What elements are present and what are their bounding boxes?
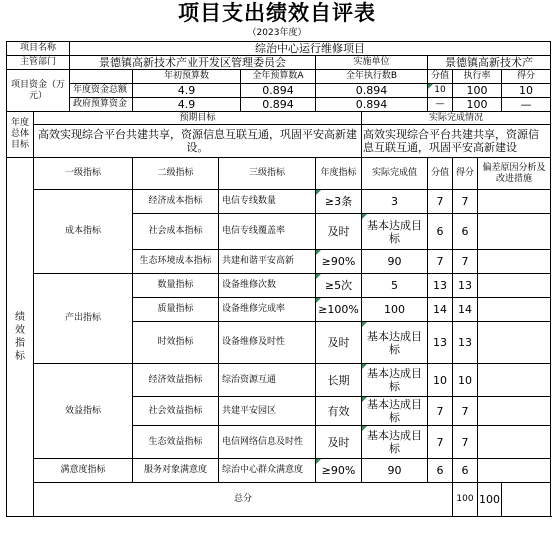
fund-row-name: 政府预算资金 — [70, 98, 133, 112]
perf-level1: 成本指标 — [34, 190, 133, 274]
perf-header-level3: 三级指标 — [219, 158, 316, 190]
fund-row-executed: 0.894 — [316, 84, 428, 98]
perf-deviation — [478, 364, 551, 397]
page-title: 项目支出绩效自评表 — [178, 0, 376, 25]
perf-level3: 设备维修完成率 — [219, 298, 316, 322]
perf-level3: 设备维修次数 — [219, 274, 316, 298]
perf-deviation — [478, 250, 551, 274]
fund-row-weight: 10 — [428, 84, 453, 98]
perf-score: 6 — [453, 214, 478, 250]
unit-value: 景德镇高新技术产 — [428, 56, 551, 70]
project-name-value: 综治中心运行维修项目 — [70, 42, 551, 56]
perf-actual: 基本达成目标 — [362, 322, 428, 364]
perf-deviation — [478, 322, 551, 364]
self-evaluation-table — [6, 41, 551, 517]
perf-level2: 质量指标 — [133, 298, 219, 322]
perf-score: 7 — [453, 397, 478, 426]
perf-level3: 共建和谐平安高新 — [219, 250, 316, 274]
perf-level2: 生态环境成本指标 — [133, 250, 219, 274]
fund-header-executed: 全年执行数B — [316, 70, 428, 84]
perf-score: 13 — [453, 322, 478, 364]
perf-level3: 电信专线数量 — [219, 190, 316, 214]
perf-level1: 满意度指标 — [34, 459, 133, 483]
fund-header-score: 得分 — [502, 70, 551, 84]
perf-section-label — [7, 158, 34, 517]
perf-row — [7, 190, 551, 214]
perf-header-target: 年度指标 — [316, 158, 362, 190]
fund-row-rate: 100 — [453, 98, 502, 112]
perf-level2: 数量指标 — [133, 274, 219, 298]
goal-label: 年度总体目标 — [7, 112, 34, 158]
perf-level3: 共建平安园区 — [219, 397, 316, 426]
goal-planned-header: 预期目标 — [34, 112, 362, 125]
total-label: 总分 — [34, 483, 453, 517]
perf-weight: 7 — [428, 190, 453, 214]
perf-actual: 基本达成目标 — [362, 426, 428, 459]
perf-deviation — [478, 426, 551, 459]
perf-actual: 基本达成目标 — [362, 397, 428, 426]
fund-row-name: 年度资金总额 — [70, 84, 133, 98]
perf-actual: 100 — [362, 298, 428, 322]
perf-level3: 电信网络信息及时性 — [219, 426, 316, 459]
fund-header-initial: 年初预算数 — [133, 70, 241, 84]
goal-planned-text: 高效实现综合平台共建共享，资源信息互联互通，巩固平安高新建设。 — [34, 125, 362, 158]
perf-row — [7, 274, 551, 298]
perf-header-weight: 分值 — [428, 158, 453, 190]
perf-level1: 产出指标 — [34, 274, 133, 364]
fund-label: 项目资金（万元） — [7, 70, 70, 112]
perf-deviation — [478, 397, 551, 426]
perf-level3: 设备维修及时性 — [219, 322, 316, 364]
perf-actual: 90 — [362, 250, 428, 274]
fund-row — [7, 98, 551, 112]
perf-score: 14 — [453, 298, 478, 322]
perf-target: 及时 — [316, 426, 362, 459]
perf-weight: 6 — [428, 459, 453, 483]
fund-header-blank — [70, 70, 133, 84]
perf-header-actual: 实际完成值 — [362, 158, 428, 190]
perf-target: ≥100% — [316, 298, 362, 322]
perf-header-level1: 一级指标 — [34, 158, 133, 190]
department-value: 景德镇高新技术产业开发区管理委员会 — [70, 56, 316, 70]
perf-actual: 90 — [362, 459, 428, 483]
perf-actual: 5 — [362, 274, 428, 298]
fund-row-rate: 100 — [453, 84, 502, 98]
perf-level1: 效益指标 — [34, 364, 133, 459]
fund-header-weight: 分值 — [428, 70, 453, 84]
total-weight: 100 — [453, 483, 478, 517]
fund-header-row — [7, 70, 551, 84]
perf-weight: 7 — [428, 250, 453, 274]
goal-actual-text: 高效实现综合平台共建共享，资源信息互联互通，巩固平安高新建设 — [362, 125, 551, 158]
perf-header-row — [7, 158, 551, 190]
goal-header-row — [7, 112, 551, 125]
unit-label: 实施单位 — [316, 56, 428, 70]
perf-target: 及时 — [316, 322, 362, 364]
goal-content-row — [7, 125, 551, 158]
perf-level2: 经济效益指标 — [133, 364, 219, 397]
perf-target: 长期 — [316, 364, 362, 397]
fund-row-executed: 0.894 — [316, 98, 428, 112]
perf-target: ≥90% — [316, 250, 362, 274]
perf-score: 7 — [453, 250, 478, 274]
fund-row-score: — — [502, 98, 551, 112]
perf-deviation — [478, 274, 551, 298]
perf-deviation — [478, 459, 551, 483]
perf-actual: 基本达成目标 — [362, 364, 428, 397]
perf-score: 6 — [453, 459, 478, 483]
perf-actual: 3 — [362, 190, 428, 214]
perf-level2: 社会效益指标 — [133, 397, 219, 426]
perf-weight: 13 — [428, 322, 453, 364]
fund-row-initial: 4.9 — [133, 84, 241, 98]
perf-weight: 6 — [428, 214, 453, 250]
perf-level3: 电信专线覆盖率 — [219, 214, 316, 250]
perf-deviation — [478, 214, 551, 250]
report-year: （2023年度） — [247, 28, 307, 38]
perf-deviation — [478, 298, 551, 322]
perf-level2: 经济成本指标 — [133, 190, 219, 214]
perf-score: 7 — [453, 190, 478, 214]
fund-header-rate: 执行率 — [453, 70, 502, 84]
perf-header-score: 得分 — [453, 158, 478, 190]
perf-actual: 基本达成目标 — [362, 214, 428, 250]
total-score: 100 — [478, 483, 502, 517]
total-row — [7, 483, 551, 517]
fund-row-annual: 0.894 — [241, 84, 316, 98]
perf-target: 有效 — [316, 397, 362, 426]
perf-level3: 综治中心群众满意度 — [219, 459, 316, 483]
goal-actual-header: 实际完成情况 — [362, 112, 551, 125]
perf-section-text: 绩效指标 — [15, 312, 25, 362]
fund-row-weight: — — [428, 98, 453, 112]
perf-header-level2: 二级指标 — [133, 158, 219, 190]
perf-weight: 14 — [428, 298, 453, 322]
total-deviation — [502, 483, 551, 517]
perf-header-deviation: 偏差原因分析及改进措施 — [478, 158, 551, 190]
fund-row-score: 10 — [502, 84, 551, 98]
fund-row-annual: 0.894 — [241, 98, 316, 112]
perf-deviation — [478, 190, 551, 214]
department-row — [7, 56, 551, 70]
perf-target: ≥90% — [316, 459, 362, 483]
perf-target: 及时 — [316, 214, 362, 250]
fund-header-annual: 全年预算数A — [241, 70, 316, 84]
perf-weight: 7 — [428, 426, 453, 459]
perf-level2: 社会成本指标 — [133, 214, 219, 250]
perf-score: 10 — [453, 364, 478, 397]
perf-row — [7, 459, 551, 483]
perf-level2: 服务对象满意度 — [133, 459, 219, 483]
project-name-label: 项目名称 — [7, 42, 70, 56]
perf-level2: 时效指标 — [133, 322, 219, 364]
perf-target: ≥3条 — [316, 190, 362, 214]
project-name-row — [7, 42, 551, 56]
perf-weight: 13 — [428, 274, 453, 298]
perf-level2: 生态效益指标 — [133, 426, 219, 459]
perf-score: 13 — [453, 274, 478, 298]
perf-weight: 10 — [428, 364, 453, 397]
fund-row — [7, 84, 551, 98]
perf-row — [7, 364, 551, 397]
department-label: 主管部门 — [7, 56, 70, 70]
fund-row-initial: 4.9 — [133, 98, 241, 112]
perf-target: ≥5次 — [316, 274, 362, 298]
perf-level3: 综治资源互通 — [219, 364, 316, 397]
perf-score: 7 — [453, 426, 478, 459]
perf-weight: 7 — [428, 397, 453, 426]
